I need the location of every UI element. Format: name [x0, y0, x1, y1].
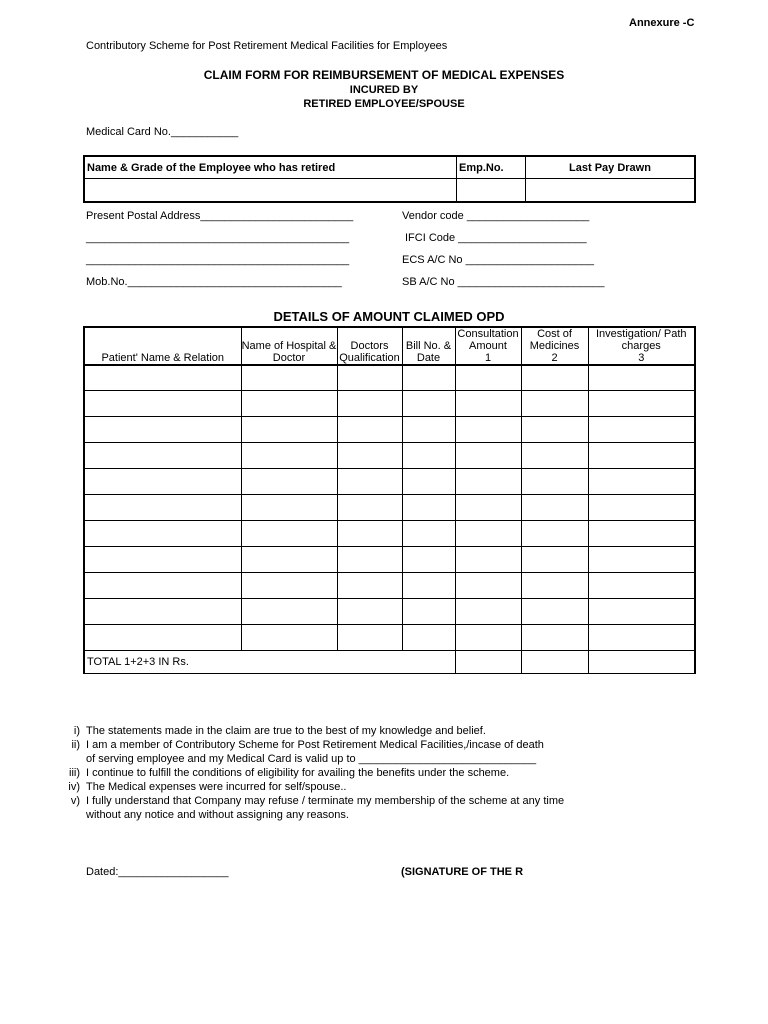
- col-doctor-qualification: Doctors Qualification: [337, 327, 402, 365]
- col-hospital-doctor: Name of Hospital & Doctor: [241, 327, 337, 365]
- dated-field[interactable]: Dated:__________________: [86, 866, 229, 878]
- table-row: [84, 573, 695, 599]
- table-cell[interactable]: [455, 365, 521, 391]
- table-cell[interactable]: [455, 495, 521, 521]
- table-cell[interactable]: [521, 625, 588, 651]
- form-subtitle-incurred: INCURED BY: [349, 84, 419, 96]
- declaration-number: ii): [71, 739, 80, 751]
- declaration-number: i): [73, 725, 80, 737]
- table-cell[interactable]: [588, 625, 695, 651]
- table-cell[interactable]: [241, 495, 337, 521]
- table-cell[interactable]: [241, 391, 337, 417]
- emp-no-cell[interactable]: [457, 179, 526, 203]
- table-cell[interactable]: [455, 599, 521, 625]
- table-cell[interactable]: [521, 521, 588, 547]
- table-cell[interactable]: [241, 521, 337, 547]
- table-cell[interactable]: [521, 599, 588, 625]
- table-cell[interactable]: [521, 443, 588, 469]
- table-cell[interactable]: [402, 573, 455, 599]
- form-subtitle-retired: RETIRED EMPLOYEE/SPOUSE: [303, 98, 465, 110]
- col-bill-no-date: Bill No. & Date: [402, 327, 455, 365]
- table-cell[interactable]: [337, 443, 402, 469]
- table-cell[interactable]: [84, 521, 241, 547]
- medical-card-field[interactable]: Medical Card No.___________: [86, 126, 239, 138]
- table-cell[interactable]: [337, 417, 402, 443]
- table-cell[interactable]: [84, 599, 241, 625]
- table-cell[interactable]: [588, 521, 695, 547]
- table-cell[interactable]: [241, 443, 337, 469]
- declaration-number: v): [70, 795, 80, 807]
- table-cell[interactable]: [455, 443, 521, 469]
- table-cell[interactable]: [241, 573, 337, 599]
- table-cell[interactable]: [84, 365, 241, 391]
- table-cell[interactable]: [402, 625, 455, 651]
- declaration-text-continued: of serving employee and my Medical Card is valid up to _____________________________: [86, 753, 537, 765]
- annexure-label: Annexure -C: [629, 17, 695, 29]
- table-cell[interactable]: [521, 417, 588, 443]
- total-investigation-cell[interactable]: [588, 651, 695, 674]
- table-row: [84, 443, 695, 469]
- mobile-field[interactable]: Mob.No.___________________________________: [86, 276, 342, 288]
- table-cell[interactable]: [241, 599, 337, 625]
- table-cell[interactable]: [337, 547, 402, 573]
- table-cell[interactable]: [84, 443, 241, 469]
- table-row: [84, 625, 695, 651]
- employee-table: [83, 155, 696, 203]
- table-cell[interactable]: [521, 573, 588, 599]
- table-row: [84, 469, 695, 495]
- table-cell[interactable]: [84, 417, 241, 443]
- postal-address-line3[interactable]: ___________________________________________: [86, 254, 350, 266]
- table-cell[interactable]: [455, 469, 521, 495]
- table-cell[interactable]: [455, 391, 521, 417]
- sb-account-field[interactable]: SB A/C No ________________________: [402, 276, 605, 288]
- table-row: [84, 391, 695, 417]
- total-consultation-cell[interactable]: [455, 651, 521, 674]
- table-row: [84, 417, 695, 443]
- table-cell[interactable]: [337, 365, 402, 391]
- opd-claim-table: [83, 326, 696, 674]
- declaration-text: The statements made in the claim are true to the best of my knowledge and belief.: [86, 725, 486, 737]
- table-cell[interactable]: [402, 495, 455, 521]
- table-cell[interactable]: [84, 547, 241, 573]
- declaration-text: The Medical expenses were incurred for self/spouse..: [86, 781, 347, 793]
- table-cell[interactable]: [455, 547, 521, 573]
- table-row: [84, 495, 695, 521]
- ifci-code-field[interactable]: IFCI Code _____________________: [405, 232, 587, 244]
- table-cell[interactable]: [402, 547, 455, 573]
- table-cell[interactable]: [455, 625, 521, 651]
- table-cell[interactable]: [521, 365, 588, 391]
- table-row: [84, 599, 695, 625]
- table-cell[interactable]: [241, 365, 337, 391]
- table-cell[interactable]: [241, 625, 337, 651]
- emp-no-header: Emp.No.: [457, 156, 526, 179]
- table-cell[interactable]: [588, 547, 695, 573]
- table-cell[interactable]: [337, 573, 402, 599]
- table-cell[interactable]: [588, 573, 695, 599]
- table-cell[interactable]: [588, 443, 695, 469]
- signature-label: (SIGNATURE OF THE R: [401, 866, 524, 878]
- table-row: [84, 547, 695, 573]
- table-cell[interactable]: [402, 365, 455, 391]
- table-cell[interactable]: [521, 391, 588, 417]
- table-cell[interactable]: [84, 391, 241, 417]
- table-cell[interactable]: [588, 469, 695, 495]
- table-cell[interactable]: [84, 625, 241, 651]
- table-cell[interactable]: [455, 573, 521, 599]
- col-investigation-charges: Investigation/ Path charges 3: [588, 327, 695, 365]
- table-cell[interactable]: [521, 547, 588, 573]
- col-cost-medicines: Cost of Medicines 2: [521, 327, 588, 365]
- table-cell[interactable]: [337, 599, 402, 625]
- table-cell[interactable]: [588, 495, 695, 521]
- scheme-name: Contributory Scheme for Post Retirement Medical Facilities for Employees: [86, 40, 448, 52]
- postal-address-field[interactable]: Present Postal Address_________________________: [86, 210, 354, 222]
- table-row: [84, 365, 695, 391]
- last-pay-cell[interactable]: [526, 179, 696, 203]
- total-label: TOTAL 1+2+3 IN Rs.: [84, 651, 455, 674]
- table-cell[interactable]: [402, 417, 455, 443]
- table-cell[interactable]: [521, 469, 588, 495]
- table-row: [84, 521, 695, 547]
- table-cell[interactable]: [521, 495, 588, 521]
- declaration-text: I continue to fulfill the conditions of eligibility for availing the benefits under the scheme.: [86, 767, 510, 779]
- postal-address-line2[interactable]: ___________________________________________: [86, 232, 350, 244]
- total-medicines-cell[interactable]: [521, 651, 588, 674]
- table-cell[interactable]: [337, 391, 402, 417]
- table-cell[interactable]: [455, 521, 521, 547]
- declaration-text: I am a member of Contributory Scheme for Post Retirement Medical Facilities,/incase of death: [86, 739, 544, 751]
- table-cell[interactable]: [337, 625, 402, 651]
- employee-name-cell[interactable]: [84, 179, 457, 203]
- vendor-code-field[interactable]: Vendor code ____________________: [402, 210, 590, 222]
- table-cell[interactable]: [337, 469, 402, 495]
- form-title: CLAIM FORM FOR REIMBURSEMENT OF MEDICAL EXPENSES: [203, 68, 565, 82]
- ecs-account-field[interactable]: ECS A/C No _____________________: [402, 254, 595, 266]
- table-cell[interactable]: [402, 599, 455, 625]
- last-pay-header: Last Pay Drawn: [526, 156, 696, 179]
- details-title: DETAILS OF AMOUNT CLAIMED OPD: [273, 309, 505, 324]
- table-cell[interactable]: [84, 469, 241, 495]
- table-cell[interactable]: [402, 443, 455, 469]
- declaration-text-continued: without any notice and without assigning any reasons.: [86, 809, 349, 821]
- table-cell[interactable]: [84, 495, 241, 521]
- col-consultation-amount: Consultation Amount 1: [455, 327, 521, 365]
- table-cell[interactable]: [402, 391, 455, 417]
- table-cell[interactable]: [402, 469, 455, 495]
- declaration-text: I fully understand that Company may refuse / terminate my membership of the scheme at any time: [86, 795, 565, 807]
- table-cell[interactable]: [241, 417, 337, 443]
- employee-name-header: Name & Grade of the Employee who has retired: [84, 156, 457, 179]
- table-cell[interactable]: [84, 573, 241, 599]
- table-cell[interactable]: [588, 599, 695, 625]
- table-cell[interactable]: [402, 521, 455, 547]
- table-cell[interactable]: [337, 521, 402, 547]
- table-cell[interactable]: [588, 417, 695, 443]
- declaration-number: iii): [69, 767, 80, 779]
- col-patient-name: Patient' Name & Relation: [84, 327, 241, 365]
- table-cell[interactable]: [337, 495, 402, 521]
- table-cell[interactable]: [455, 417, 521, 443]
- declaration-number: iv): [68, 781, 80, 793]
- table-cell[interactable]: [241, 547, 337, 573]
- table-cell[interactable]: [588, 391, 695, 417]
- table-cell[interactable]: [588, 365, 695, 391]
- table-cell[interactable]: [241, 469, 337, 495]
